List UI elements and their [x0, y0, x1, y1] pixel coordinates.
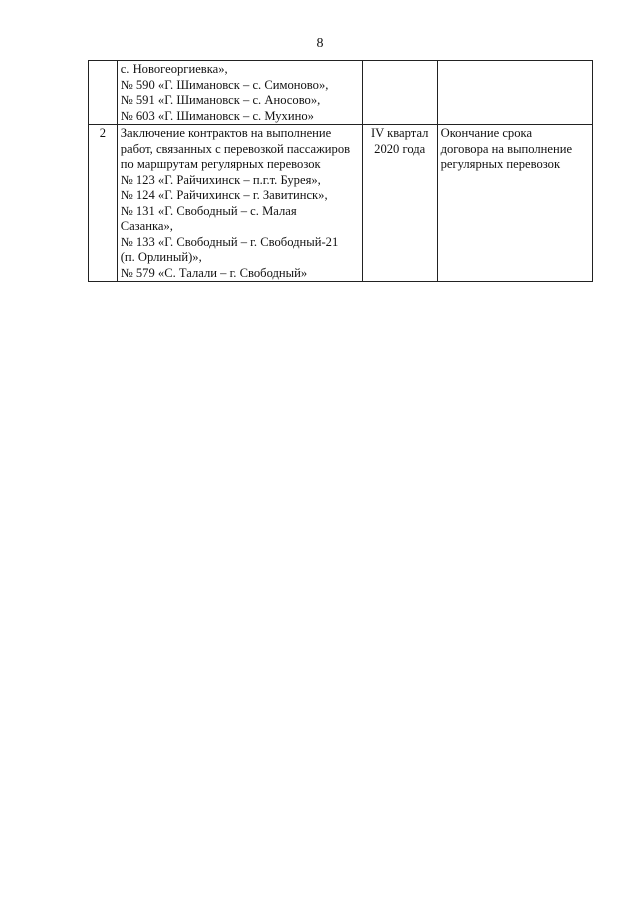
- result-line: регулярных перевозок: [440, 157, 561, 171]
- description-line: № 123 «Г. Райчихинск – п.г.т. Бурея»,: [120, 172, 321, 187]
- description-line: № 131 «Г. Свободный – с. Малая: [120, 203, 297, 218]
- table-row: [89, 61, 593, 125]
- row-number-cell: 2: [89, 125, 118, 282]
- description-cell: [117, 125, 362, 282]
- page-number: 8: [316, 36, 324, 51]
- result-cell: [437, 125, 592, 282]
- description-line: № 603 «Г. Шимановск – с. Мухино»: [120, 108, 314, 123]
- description-line: (п. Орлиный)»,: [120, 250, 202, 264]
- term-line: IV квартал: [370, 126, 429, 140]
- result-line: Окончание срока: [440, 126, 533, 140]
- plan-table: [88, 60, 593, 282]
- row-number-cell: [89, 61, 118, 125]
- description-line: № 591 «Г. Шимановск – с. Аносово»,: [120, 93, 321, 107]
- description-line: Заключение контрактов на выполнение: [120, 126, 332, 140]
- result-line: договора на выполнение: [440, 141, 573, 156]
- description-line: № 579 «С. Талали – г. Свободный»: [120, 265, 308, 280]
- description-line: Сазанка»,: [120, 219, 173, 233]
- description-line: № 124 «Г. Райчихинск – г. Завитинск»,: [120, 188, 328, 202]
- term-cell: [362, 61, 437, 125]
- term-cell: [362, 125, 437, 282]
- description-line: по маршрутам регулярных перевозок: [120, 157, 321, 171]
- description-line: работ, связанных с перевозкой пассажиров: [120, 141, 351, 156]
- description-line: с. Новогеоргиевка»,: [120, 62, 228, 76]
- table-row: [89, 125, 593, 282]
- result-cell: [437, 61, 592, 125]
- description-cell: [117, 61, 362, 125]
- description-line: № 133 «Г. Свободный – г. Свободный-21: [120, 234, 339, 249]
- description-line: № 590 «Г. Шимановск – с. Симоново»,: [120, 77, 329, 92]
- term-line: 2020 года: [374, 141, 426, 156]
